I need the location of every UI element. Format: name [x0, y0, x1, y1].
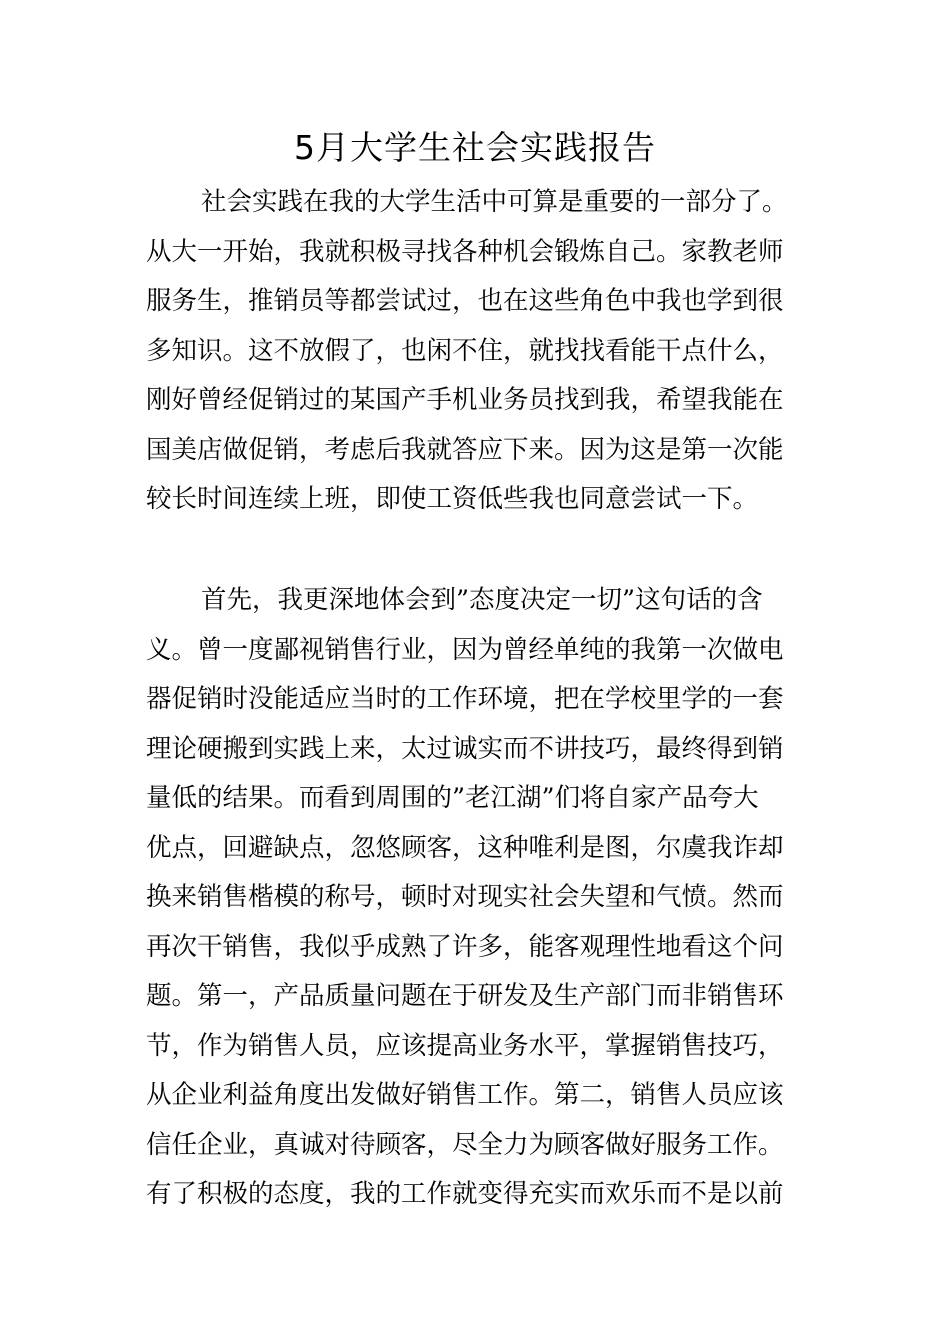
text-line: 题。第一，产品质量问题在于研发及生产部门而非销售环: [146, 981, 784, 1011]
paragraph-2: [146, 576, 810, 1220]
text-line: 器促销时没能适应当时的工作环境，把在学校里学的一套: [146, 684, 784, 714]
text-line: 首先，我更深地体会到”态度决定一切”这句话的含: [201, 585, 763, 615]
document-title: 5月大学生社会实践报告: [294, 128, 656, 167]
paragraph-1: [146, 178, 810, 525]
text-line: 服务生，推销员等都尝试过，也在这些角色中我也学到很: [146, 286, 784, 316]
text-line: 从企业利益角度出发做好销售工作。第二，销售人员应该: [146, 1080, 784, 1110]
text-line: 理论硬搬到实践上来，太过诚实而不讲技巧，最终得到销: [146, 733, 784, 764]
text-line: 优点，回避缺点，忽悠顾客，这种唯利是图，尔虞我诈却: [146, 832, 784, 863]
text-line: 量低的结果。而看到周围的”老江湖”们将自家产品夸大: [146, 783, 759, 813]
text-line: 较长时间连续上班，即使工资低些我也同意尝试一下。: [146, 484, 759, 514]
text-line: 再次干销售，我似乎成熟了许多，能客观理性地看这个问: [146, 931, 784, 962]
text-line: 社会实践在我的大学生活中可算是重要的一部分了。: [201, 187, 788, 217]
text-line: 节，作为销售人员，应该提高业务水平，掌握销售技巧，: [146, 1030, 784, 1061]
text-line: 刚好曾经促销过的某国产手机业务员找到我，希望我能在: [146, 385, 784, 415]
text-line: 国美店做促销，考虑后我就答应下来。因为这是第一次能: [146, 434, 784, 465]
text-line: 换来销售楷模的称号，顿时对现实社会失望和气愤。然而: [146, 882, 784, 912]
text-line: 信任企业，真诚对待顾客，尽全力为顾客做好服务工作。: [146, 1129, 784, 1160]
text-line: 义。曾一度鄙视销售行业，因为曾经单纯的我第一次做电: [146, 634, 784, 665]
text-line: 多知识。这不放假了，也闲不住，就找找看能干点什么，: [146, 335, 784, 366]
text-line: 有了积极的态度，我的工作就变得充实而欢乐而不是以前: [146, 1179, 784, 1209]
text-line: 从大一开始，我就积极寻找各种机会锻炼自己。家教老师: [146, 236, 784, 267]
